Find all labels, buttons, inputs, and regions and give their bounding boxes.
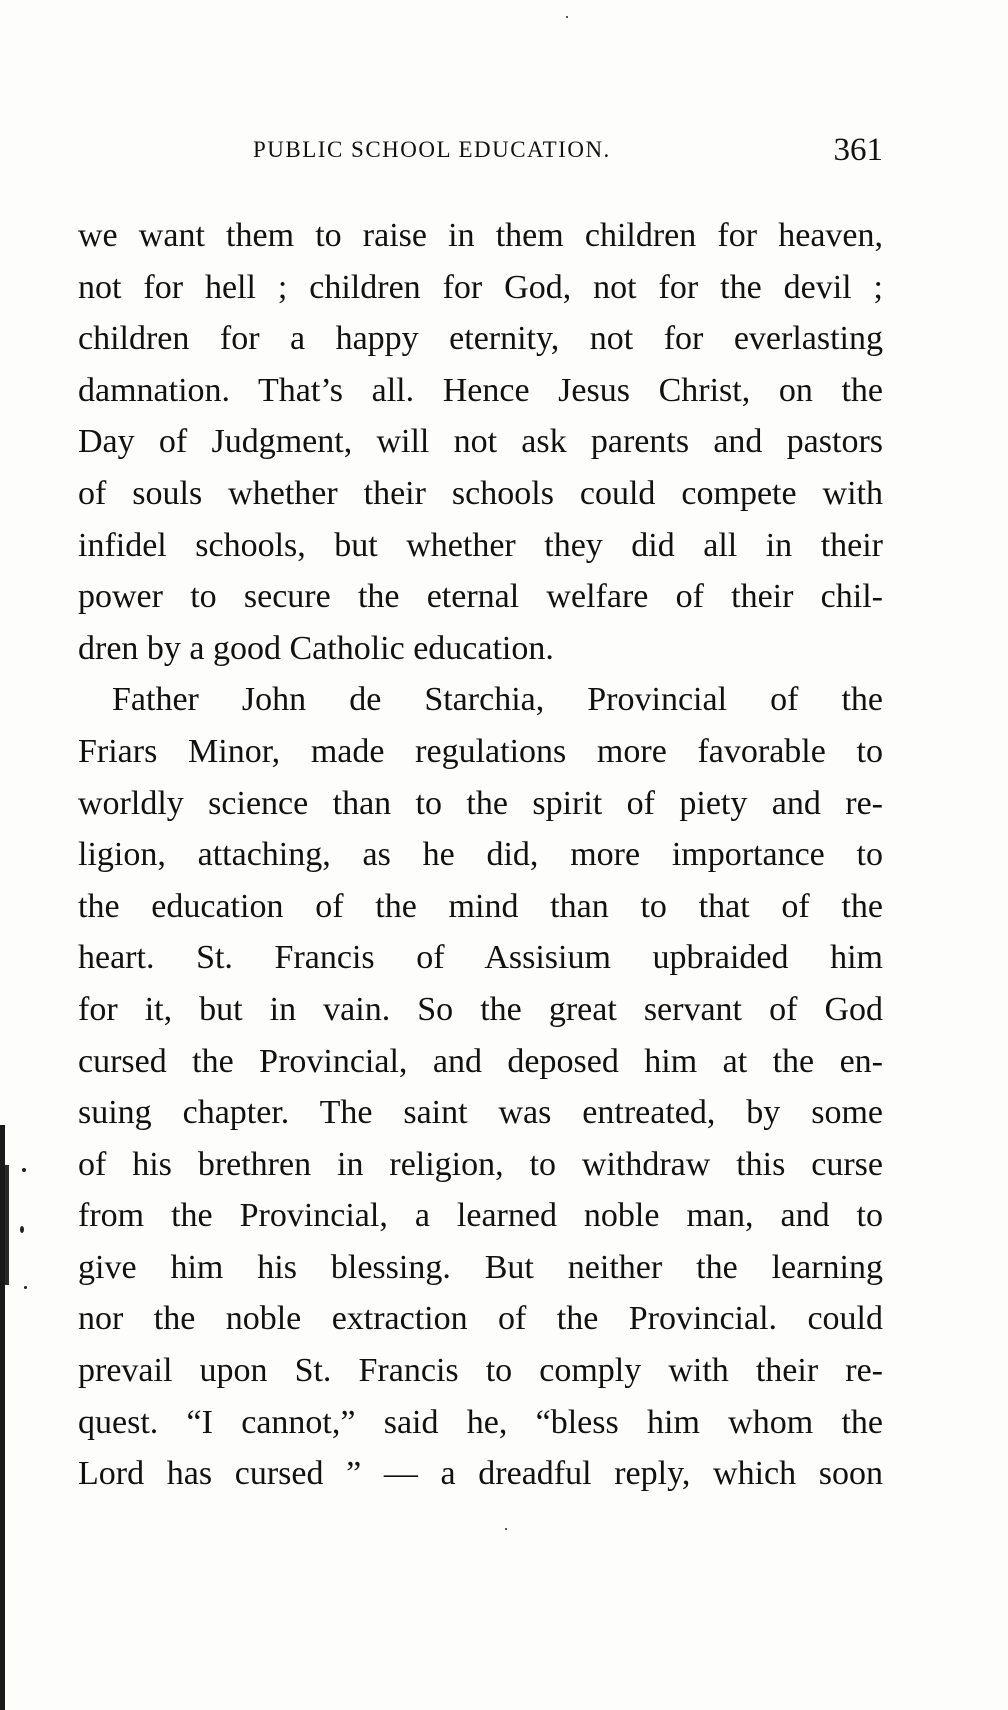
text-line: cursed the Provincial, and deposed him at the en- — [78, 1042, 883, 1080]
scan-speck — [22, 1168, 26, 1172]
text-line: of his brethren in religion, to withdraw this curse — [78, 1145, 883, 1183]
page-header — [78, 126, 883, 174]
page-binding-edge — [0, 1125, 5, 1710]
page-number: 361 — [833, 132, 883, 168]
scan-speck — [20, 1226, 24, 1233]
text-line: for it, but in vain. So the great servant of God — [78, 990, 883, 1028]
text-line: we want them to raise in them children for heaven, — [78, 217, 883, 254]
text-line: Day of Judgment, will not ask parents and pastors — [78, 423, 883, 461]
text-line: Lord has cursed ” — a dreadful reply, which soon — [78, 1455, 883, 1493]
text-line: dren by a good Catholic education. — [78, 629, 554, 667]
text-line: prevail upon St. Francis to comply with their re- — [78, 1352, 883, 1390]
text-line: the education of the mind than to that of the — [78, 887, 883, 925]
text-line: suing chapter. The saint was entreated, by some — [78, 1094, 883, 1132]
text-line: worldly science than to the spirit of piety and re- — [78, 784, 883, 822]
text-line: nor the noble extraction of the Provincial. could — [78, 1300, 883, 1338]
text-line: quest. “I cannot,” said he, “bless him whom the — [78, 1403, 883, 1441]
text-line: from the Provincial, a learned noble man, and to — [78, 1197, 883, 1235]
scan-speck — [505, 1528, 507, 1530]
running-head: PUBLIC SCHOOL EDUCATION. — [253, 137, 611, 162]
text-line: ligion, attaching, as he did, more importance to — [78, 836, 883, 874]
text-line: children for a happy eternity, not for everlasting — [78, 320, 883, 358]
text-line: Father John de Starchia, Provincial of the — [112, 681, 883, 719]
scan-speck — [566, 16, 568, 18]
body-text — [78, 210, 883, 1500]
text-line: Friars Minor, made regulations more favorable to — [78, 732, 883, 770]
scan-speck — [24, 1286, 27, 1289]
text-line: give him his blessing. But neither the learning — [78, 1248, 883, 1286]
text-line: damnation. That’s all. Hence Jesus Christ, on the — [78, 371, 883, 409]
text-line: infidel schools, but whether they did all in their — [78, 526, 883, 564]
text-line: power to secure the eternal welfare of their chil- — [78, 578, 883, 616]
text-line: not for hell ; children for God, not for the devil ; — [78, 268, 883, 306]
text-line: of souls whether their schools could compete with — [78, 474, 883, 512]
text-line: heart. St. Francis of Assisium upbraided him — [78, 939, 883, 977]
